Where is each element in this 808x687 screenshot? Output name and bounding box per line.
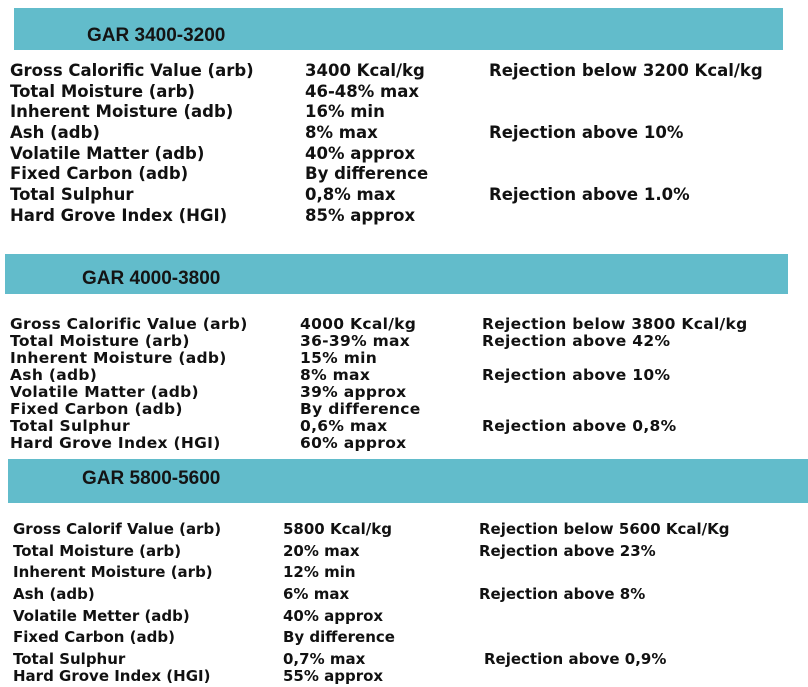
rejection-limit: Rejection above 1.0% [489, 185, 690, 204]
parameter-label: Fixed Carbon (adb) [10, 164, 189, 183]
parameter-value: 5800 Kcal/kg [283, 520, 392, 538]
parameter-label: Hard Grove Index (HGI) [10, 434, 221, 452]
parameter-label: Inherent Moisture (adb) [10, 349, 227, 367]
parameter-value: 0,7% max [283, 650, 366, 668]
parameter-label: Total Moisture (arb) [10, 332, 190, 350]
parameter-label: Total Moisture (arb) [13, 542, 182, 560]
parameter-label: Volatile Matter (adb) [10, 144, 205, 163]
section-title: GAR 5800-5600 [82, 468, 221, 489]
parameter-label: Total Sulphur [10, 417, 130, 435]
rejection-limit: Rejection above 10% [489, 123, 684, 142]
parameter-value: 3400 Kcal/kg [305, 61, 425, 80]
rejection-limit: Rejection below 3200 Kcal/kg [489, 61, 763, 80]
parameter-value: 8% max [300, 366, 371, 384]
parameter-value: 39% approx [300, 383, 407, 401]
parameter-value: 6% max [283, 585, 350, 603]
parameter-label: Inherent Moisture (adb) [10, 102, 234, 121]
parameter-value: 8% max [305, 123, 378, 142]
parameter-label: Hard Grove Index (HGI) [10, 206, 228, 225]
parameter-value: 46-48% max [305, 82, 420, 101]
parameter-label: Gross Calorific Value (arb) [10, 61, 254, 80]
parameter-value: 40% approx [283, 607, 384, 625]
parameter-value: By difference [300, 400, 421, 418]
parameter-value: 4000 Kcal/kg [300, 315, 417, 333]
parameter-label: Fixed Carbon (adb) [13, 628, 175, 646]
parameter-value: By difference [283, 628, 395, 646]
parameter-label: Gross Calorific Value (arb) [10, 315, 248, 333]
parameter-label: Volatile Metter (adb) [13, 607, 190, 625]
rejection-limit: Rejection above 42% [482, 332, 671, 350]
rejection-limit: Rejection above 10% [482, 366, 671, 384]
rejection-limit: Rejection above 23% [479, 542, 656, 560]
parameter-value: 12% min [283, 563, 356, 581]
parameter-label: Fixed Carbon (adb) [10, 400, 183, 418]
parameter-value: 15% min [300, 349, 378, 367]
parameter-value: 20% max [283, 542, 360, 560]
parameter-value: 55% approx [283, 667, 384, 685]
rejection-limit: Rejection below 5600 Kcal/Kg [479, 520, 730, 538]
parameter-value: 16% min [305, 102, 385, 121]
parameter-value: 40% approx [305, 144, 416, 163]
rejection-limit: Rejection above 0,9% [484, 650, 667, 668]
parameter-label: Total Sulphur [10, 185, 134, 204]
parameter-label: Hard Grove Index (HGI) [13, 667, 211, 685]
parameter-label: Total Sulphur [13, 650, 126, 668]
parameter-label: Gross Calorif Value (arb) [13, 520, 222, 538]
section-title: GAR 4000-3800 [82, 268, 221, 289]
parameter-label: Ash (adb) [13, 585, 95, 603]
parameter-value: 0,8% max [305, 185, 396, 204]
parameter-value: By difference [305, 164, 429, 183]
parameter-value: 85% approx [305, 206, 416, 225]
parameter-label: Ash (adb) [10, 123, 100, 142]
parameter-value: 36-39% max [300, 332, 411, 350]
rejection-limit: Rejection above 0,8% [482, 417, 677, 435]
parameter-label: Inherent Moisture (arb) [13, 563, 213, 581]
parameter-label: Total Moisture (arb) [10, 82, 195, 101]
section-title: GAR 3400-3200 [87, 25, 226, 46]
parameter-label: Volatile Matter (adb) [10, 383, 199, 401]
rejection-limit: Rejection above 8% [479, 585, 646, 603]
rejection-limit: Rejection below 3800 Kcal/kg [482, 315, 748, 333]
parameter-value: 0,6% max [300, 417, 388, 435]
parameter-value: 60% approx [300, 434, 407, 452]
parameter-label: Ash (adb) [10, 366, 98, 384]
